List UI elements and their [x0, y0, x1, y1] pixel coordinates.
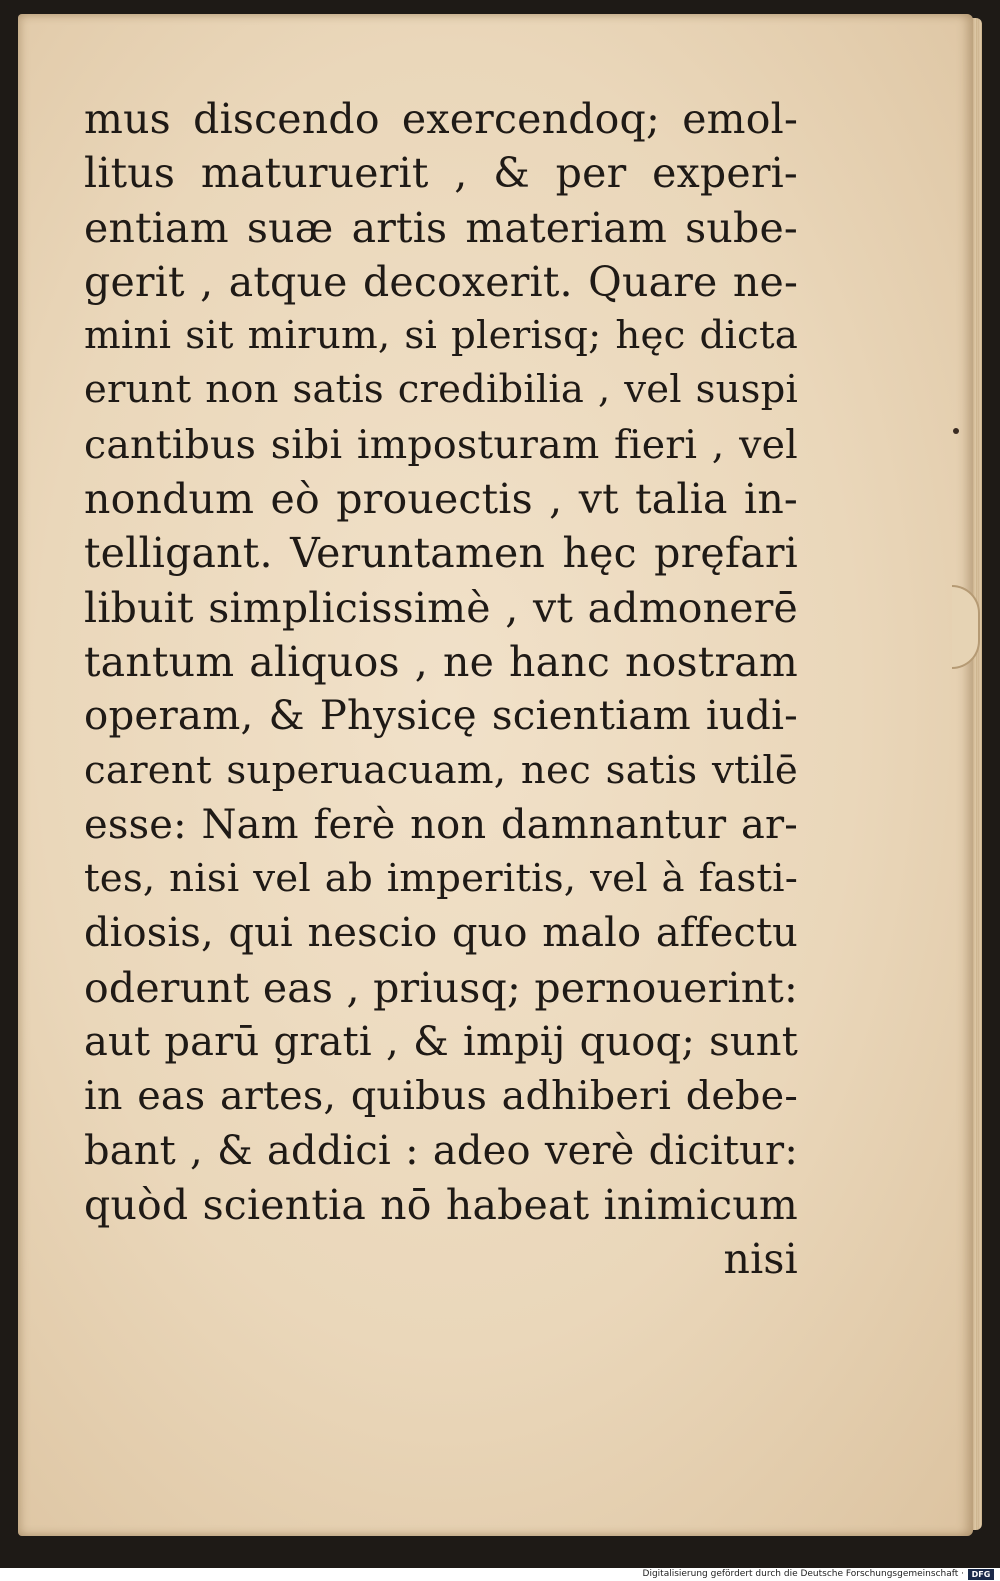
text-line: carent superuacuam, nec satis vtilē — [84, 747, 798, 793]
footer-bar — [0, 1568, 1000, 1581]
text-line: diosis, qui nescio quo malo affectu — [84, 910, 798, 957]
page-text — [84, 92, 798, 1287]
text-line: litus maturuerit , & per experi- — [84, 149, 798, 198]
text-line: in eas artes, quibus adhiberi debe- — [84, 1073, 798, 1120]
text-line: tes, nisi vel ab imperitis, vel à fasti- — [84, 856, 798, 902]
text-line: libuit simplicissimè , vt admonerē — [84, 583, 798, 632]
text-line: telligant. Veruntamen hęc pręfari — [84, 529, 798, 578]
text-line: mus discendo exercendoq; emol- — [84, 95, 798, 143]
ink-speck — [953, 428, 959, 434]
text-line: bant , & addici : adeo verè dicitur: — [84, 1127, 798, 1174]
text-line: cantibus sibi imposturam fieri , vel — [84, 421, 798, 468]
text-line: aut parū grati , & impij quoq; sunt — [84, 1019, 798, 1066]
text-line: entiam suæ artis materiam sube- — [84, 203, 798, 252]
text-line: erunt non satis credibilia , vel suspi — [84, 367, 798, 413]
text-line: gerit , atque decoxerit. Quare ne- — [84, 257, 798, 306]
text-line: esse: Nam ferè non damnantur ar- — [84, 801, 798, 848]
dfg-logo: DFG — [968, 1569, 994, 1580]
text-line: tantum aliquos , ne hanc nostram — [84, 637, 798, 686]
text-line: quòd scientia nō habeat inimicum — [84, 1180, 798, 1229]
funding-credit: Digitalisierung gefördert durch die Deutsche Forschungsgemeinschaft · — [642, 1569, 964, 1579]
text-line: nondum eò prouectis , vt talia in- — [84, 475, 798, 524]
text-line: oderunt eas , priusq; pernouerint: — [84, 963, 798, 1012]
text-line: mini sit mirum, si plerisq; hęc dicta — [84, 313, 798, 359]
text-line: operam, & Physicę scientiam iudi- — [84, 693, 798, 740]
catchword: nisi — [723, 1235, 798, 1284]
